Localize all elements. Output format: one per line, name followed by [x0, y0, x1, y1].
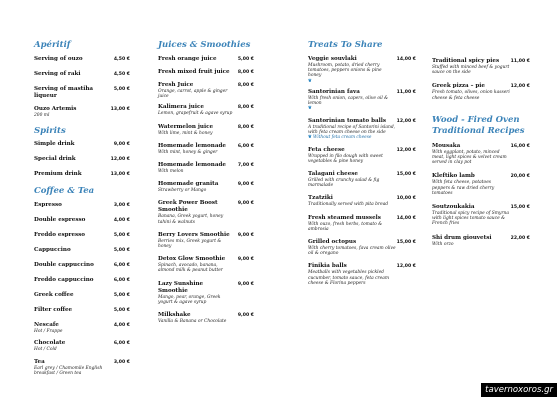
vegan-leaf-icon: ❦ — [308, 78, 312, 84]
item-name: Homemade granita — [158, 181, 219, 188]
item-price: 4,50 € — [113, 57, 130, 62]
menu-item — [158, 312, 254, 324]
item-price: 8,00 € — [237, 105, 254, 111]
item-name: Homemade lemonade — [158, 142, 226, 149]
item-description: Earl grey / Chamomile English breakfast / Green tea — [34, 365, 103, 376]
item-name: Santorinian tomato balls — [308, 117, 387, 124]
menu-item — [158, 162, 254, 174]
menu-item — [158, 69, 254, 76]
item-name: Greek pizza – pie — [432, 83, 485, 90]
menu-item — [158, 56, 254, 63]
menu-item — [432, 173, 530, 196]
item-name: Special drink — [34, 156, 76, 163]
item-name: Greek Power Boost Smoothie — [158, 200, 218, 214]
item-name: Soutzoukakia — [432, 204, 475, 211]
menu-column-2 — [158, 40, 254, 324]
item-price: 5,00 € — [113, 308, 130, 314]
item-name: Fresh mixed fruit juice — [158, 69, 230, 75]
item-name: Greek coffee — [34, 292, 74, 299]
item-name: Grilled octopus — [308, 239, 357, 246]
item-description: Strawberry or Mango — [158, 188, 207, 194]
menu-item — [158, 256, 254, 273]
menu-item — [308, 89, 416, 112]
item-description: With fresh onion, capers, olive oil & lemon — [308, 96, 389, 107]
menu-item — [34, 340, 130, 352]
item-name: Freddo cappuccino — [34, 277, 94, 284]
item-price: 8,00 € — [237, 83, 254, 88]
menu-item — [34, 359, 130, 376]
menu-item — [34, 322, 130, 334]
menu-item — [432, 235, 530, 247]
item-name: Fresh steamed mussels — [308, 214, 381, 221]
item-name: Double cappuccino — [34, 262, 94, 269]
item-price: 9,00 € — [237, 281, 254, 287]
item-name: Espresso — [34, 202, 62, 209]
section-title-spirits: Spirits — [34, 126, 66, 137]
item-price: 15,00 € — [396, 172, 416, 178]
menu-column-4 — [432, 58, 530, 247]
section-title-aperitif: Apéritif — [34, 40, 71, 50]
item-name: Homemade lemonade — [158, 162, 226, 169]
item-name: Freddo espresso — [34, 232, 86, 239]
menu-item — [432, 143, 530, 166]
item-description: With ouzo, fresh herbs, tomato & ambrosia — [308, 221, 383, 232]
item-description: Berries mix, Greek yogurt & honey — [158, 238, 222, 250]
menu-item — [158, 281, 254, 305]
item-price: 5,00 € — [113, 293, 130, 299]
item-name: Detox Glow Smoothie — [158, 256, 226, 263]
vegan-note-text: Without feta cream cheese — [312, 135, 372, 141]
item-price: 7,00 € — [237, 163, 254, 169]
item-name: Tea — [34, 358, 45, 365]
item-price: 6,00 € — [113, 341, 130, 347]
item-name: Fresh orange juice — [158, 56, 217, 62]
menu-item — [34, 71, 130, 78]
section-title-coffee-tea: Coffee & Tea — [34, 186, 95, 197]
item-price: 6,00 € — [113, 263, 130, 269]
item-description: Mushroom, potato, dried cherry tomatoes, peppers onions & pine honey — [308, 63, 382, 79]
item-price: 15,00 € — [510, 205, 530, 211]
vegan-leaf-icon: ❦ — [308, 135, 312, 141]
section-title-juices-smoothies: Juices & Smoothies — [158, 40, 251, 50]
item-name: Veggie souvlaki — [308, 56, 357, 62]
menu-item — [34, 56, 130, 63]
item-price: 12,00 € — [396, 118, 416, 124]
item-name: Serving of ouzo — [34, 56, 83, 62]
menu-item — [34, 106, 130, 118]
item-price: 5,00 € — [237, 57, 254, 62]
menu-item — [158, 143, 254, 155]
item-price: 4,50 € — [113, 72, 130, 77]
menu-item — [34, 262, 130, 269]
menu-item — [34, 307, 130, 314]
menu-item — [432, 58, 530, 75]
item-name: Cappuccino — [34, 247, 71, 254]
item-price: 9,00 € — [237, 257, 254, 263]
menu-item — [158, 104, 254, 116]
item-description: Stuffed with minced beef & yogurt sauce on the side — [432, 65, 510, 76]
item-description: With melon — [158, 169, 184, 175]
item-name: Simple drink — [34, 141, 75, 148]
item-price: 9,00 € — [113, 142, 130, 148]
vegan-leaf-icon: ❦ — [308, 106, 312, 112]
item-price: 3,00 € — [113, 203, 130, 209]
item-description: With cherry tomatoes, fava cream olive oil & oregano — [308, 246, 396, 257]
item-name: Serving of raki — [34, 71, 81, 77]
item-description: Traditional spicy recipe of Smyrna with light spices tomato sauce & French fries — [432, 211, 509, 227]
item-price: 12,00 € — [396, 264, 416, 270]
item-name: Nescafe — [34, 322, 59, 329]
item-price: 5,00 € — [113, 87, 130, 92]
item-price: 5,00 € — [113, 233, 130, 239]
menu-item — [308, 171, 416, 188]
menu-item — [308, 215, 416, 232]
item-price: 13,00 € — [110, 107, 130, 112]
menu-item — [308, 195, 416, 207]
menu-item — [34, 202, 130, 209]
item-price: 9,00 € — [237, 182, 254, 188]
item-description: A traditional recipe of Santorini island, with feta cream cheese on the side — [308, 124, 396, 136]
item-name: Mousaka — [432, 142, 461, 149]
section-title-wood-fired-oven: Wood - Fired Oven Traditional Recipes — [432, 114, 525, 136]
item-description: With lime, mint & honey — [158, 130, 213, 136]
item-price: 20,00 € — [510, 174, 530, 180]
item-name: Double espresso — [34, 217, 86, 224]
menu-item — [308, 118, 416, 141]
menu-item — [34, 141, 130, 148]
item-description: Fresh tomato, olives, onion kasseri cheese & feta cheese — [432, 90, 510, 101]
menu-item — [34, 247, 130, 254]
menu-item — [432, 204, 530, 227]
item-description: Grilled with crunchy salad & fig marmalade — [308, 178, 380, 189]
item-price: 5,00 € — [113, 248, 130, 254]
item-name: Tzatziki — [308, 195, 333, 202]
item-description: 200 ml — [34, 113, 50, 118]
item-name: Kalimera juice — [158, 104, 204, 111]
item-description: Orange, carrot, apple & ginger juice — [158, 89, 228, 100]
item-price: 12,00 € — [396, 147, 416, 153]
item-description: Hot / Cold — [34, 347, 57, 353]
menu-item — [158, 200, 254, 224]
item-name: Shi drum giouvetsi — [432, 234, 492, 241]
item-description: Hot / Frappe — [34, 329, 63, 335]
item-price: 6,00 € — [237, 143, 254, 149]
item-description: With mint, honey & ginger — [158, 149, 218, 155]
item-price: 14,00 € — [396, 215, 416, 221]
item-description: Spinach, avocado, banana, almond milk & peanut butter — [158, 263, 223, 274]
menu-item — [308, 263, 416, 286]
item-price: 9,00 € — [237, 201, 254, 207]
menu-item — [34, 156, 130, 163]
menu-item — [34, 171, 130, 178]
item-price: 4,00 € — [113, 323, 130, 329]
item-description: With orzo — [432, 241, 454, 247]
menu-item — [158, 124, 254, 136]
menu-item — [308, 147, 416, 164]
site-watermark: tavernoxoros.gr — [481, 383, 557, 397]
item-price: 11,00 € — [510, 59, 530, 64]
menu-item — [158, 82, 254, 99]
item-name: Berry Lovers Smoothie — [158, 231, 230, 238]
item-name: Lazy Sunshine Smoothie — [158, 280, 204, 294]
menu-item — [432, 83, 530, 100]
menu-item — [308, 239, 416, 256]
item-price: 15,00 € — [396, 240, 416, 246]
item-name: Fresh Juice — [158, 82, 194, 88]
item-name: Premium drink — [34, 171, 82, 178]
item-price: 8,00 € — [237, 124, 254, 130]
item-description: Vanilla & Banana or Chocolate — [158, 319, 227, 325]
item-price: 12,00 € — [510, 84, 530, 90]
item-name: Filter coffee — [34, 307, 73, 314]
item-name: Santorinian fava — [308, 89, 360, 96]
item-name: Ouzo Artemis — [34, 106, 77, 112]
item-name: Traditional spicy pies — [432, 58, 500, 64]
item-name: Talagani cheese — [308, 171, 358, 178]
item-description: Mango, pear, orange, Greek yogurt & agave syrup — [158, 294, 221, 305]
item-name: Serving of mastiha liqueur — [34, 86, 94, 99]
item-description: With eggplant, potato, minced meat, light spices & velvet cream served in clay pot — [432, 149, 507, 166]
item-price: 9,00 € — [237, 313, 254, 319]
item-price: 11,00 € — [396, 90, 416, 96]
menu-item — [34, 217, 130, 224]
menu-column-3 — [308, 40, 416, 286]
item-price: 6,00 € — [113, 278, 130, 284]
item-price: 10,00 € — [396, 196, 416, 202]
item-price: 4,00 € — [113, 218, 130, 224]
item-price: 12,00 € — [110, 157, 130, 163]
item-description: With feta cheese, potatoes peppers & raw dried cherry tomatoes — [432, 180, 495, 196]
item-description: Meatballs with vegetables pickled cucumber, tomato sauce, feta cream cheese & Florina peppers — [308, 270, 390, 286]
item-price: 16,00 € — [510, 143, 530, 149]
item-price: 22,00 € — [510, 235, 530, 241]
menu-item — [34, 86, 130, 100]
item-price: 9,00 € — [237, 232, 254, 238]
item-price: 13,00 € — [110, 172, 130, 178]
menu-item — [308, 56, 416, 84]
item-price: 8,00 € — [237, 70, 254, 75]
item-description: Banana, Greek yogurt, honey tahini & walnuts — [158, 214, 224, 225]
item-name: Feta cheese — [308, 146, 345, 153]
menu-item — [34, 232, 130, 239]
item-name: Kleftiko lamb — [432, 173, 475, 180]
item-description: Traditionally served with pita bread — [308, 202, 389, 208]
menu-column-1 — [34, 40, 130, 376]
menu-item — [34, 292, 130, 299]
item-description: Wrapped in filo dough with sweet vegetables & pine honey — [308, 153, 383, 164]
item-name: Milkshake — [158, 312, 191, 319]
item-name: Chocolate — [34, 340, 66, 347]
item-price: 3,00 € — [113, 359, 130, 365]
item-price: 14,00 € — [396, 57, 416, 62]
item-name: Watermelon juice — [158, 123, 214, 130]
item-name: Finikia balls — [308, 263, 347, 270]
item-description: Lemon, grapefruit & agave syrup — [158, 111, 233, 117]
menu-item — [158, 232, 254, 249]
vegan-note — [308, 135, 416, 140]
menu-item — [158, 181, 254, 193]
menu-item — [34, 277, 130, 284]
section-title-treats-to-share: Treats To Share — [308, 40, 383, 50]
